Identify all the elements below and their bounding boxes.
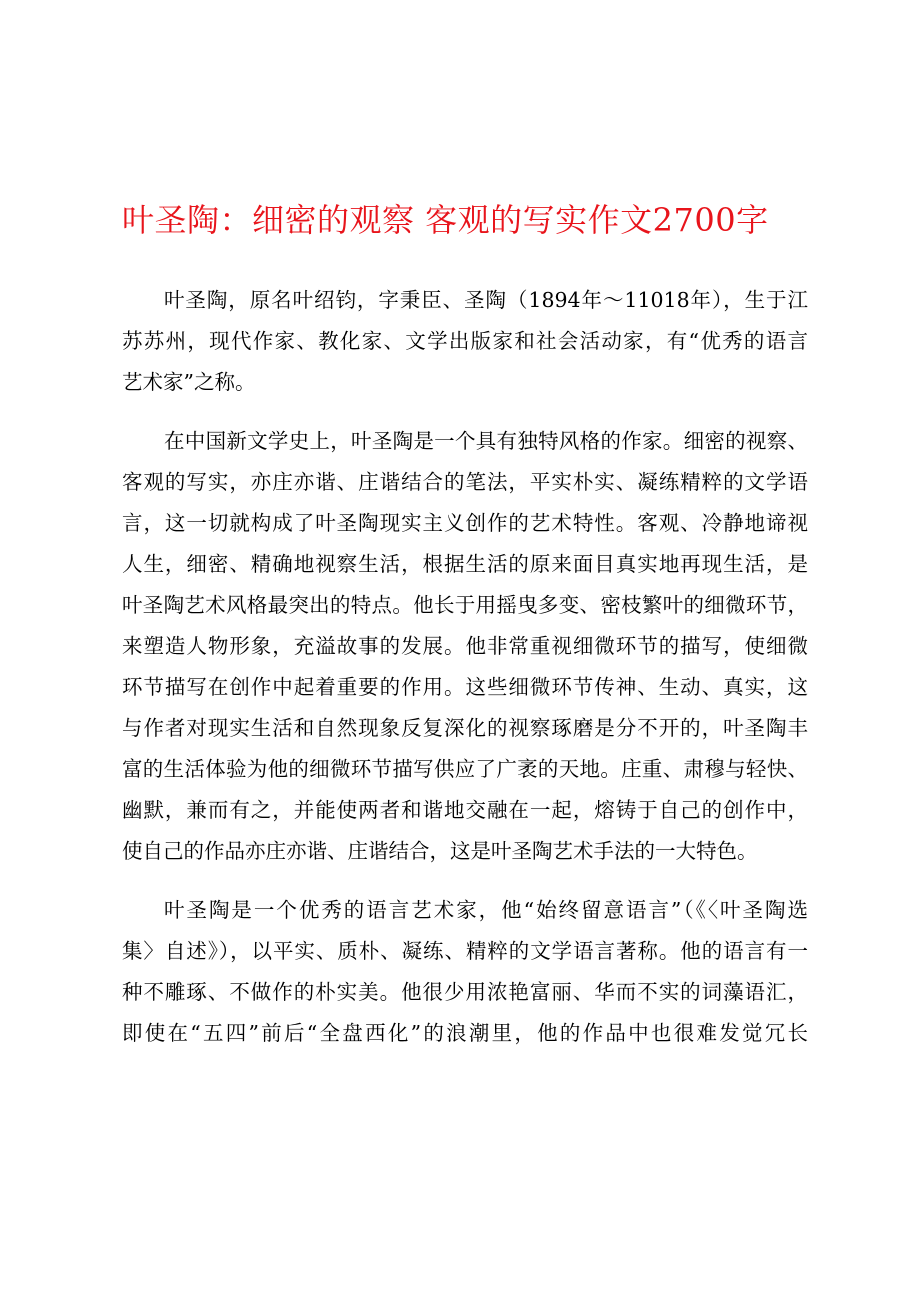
document-body <box>122 280 808 1054</box>
document-title: 叶圣陶：细密的观察 客观的写实作文2700字 <box>122 201 769 239</box>
text-line: 言，这一切就构成了叶圣陶现实主义创作的艺术特性。客观、冷静地谛视 <box>122 511 808 535</box>
text-line: 与作者对现实生活和自然现象反复深化的视察琢磨是分不开的，叶圣陶丰 <box>122 716 808 740</box>
text-line: 叶圣陶艺术风格最突出的特点。他长于用摇曳多变、密枝繁叶的细微环节， <box>122 593 808 617</box>
paragraph-2 <box>122 421 808 872</box>
text-line: 艺术家”之称。 <box>122 370 256 394</box>
text-line: 幽默，兼而有之，并能使两者和谐地交融在一起，熔铸于自己的创作中， <box>122 798 808 822</box>
text-line: 叶圣陶是一个优秀的语言艺术家，他“始终留意语言”（《〈叶圣陶选 <box>164 898 808 922</box>
text-line: 人生，细密、精确地视察生活，根据生活的原来面目真实地再现生活，是 <box>122 552 808 576</box>
text-line: 使自己的作品亦庄亦谐、庄谐结合，这是叶圣陶艺术手法的一大特色。 <box>122 839 758 863</box>
text-line: 叶圣陶，原名叶绍钧，字秉臣、圣陶（1894年～11018年），生于江 <box>164 288 808 312</box>
text-line: 种不雕琢、不做作的朴实美。他很少用浓艳富丽、华而不实的词藻语汇， <box>122 980 808 1004</box>
text-line: 环节描写在创作中起着重要的作用。这些细微环节传神、生动、真实，这 <box>122 675 808 699</box>
paragraph-3 <box>122 890 808 1054</box>
text-line: 集〉自述》），以平实、质朴、凝练、精粹的文学语言著称。他的语言有一 <box>122 939 808 963</box>
text-line: 在中国新文学史上，叶圣陶是一个具有独特风格的作家。细密的视察、 <box>164 429 808 453</box>
text-line: 富的生活体验为他的细微环节描写供应了广袤的天地。庄重、肃穆与轻快、 <box>122 757 808 781</box>
text-line: 来塑造人物形象，充溢故事的发展。他非常重视细微环节的描写，使细微 <box>122 634 808 658</box>
text-line: 即使在“五四”前后“全盘西化”的浪潮里，他的作品中也很难发觉冗长 <box>122 1021 808 1045</box>
text-line: 苏苏州，现代作家、教化家、文学出版家和社会活动家，有“优秀的语言 <box>122 329 808 353</box>
text-line: 客观的写实，亦庄亦谐、庄谐结合的笔法，平实朴实、凝练精粹的文学语 <box>122 470 808 494</box>
paragraph-1 <box>122 280 808 403</box>
